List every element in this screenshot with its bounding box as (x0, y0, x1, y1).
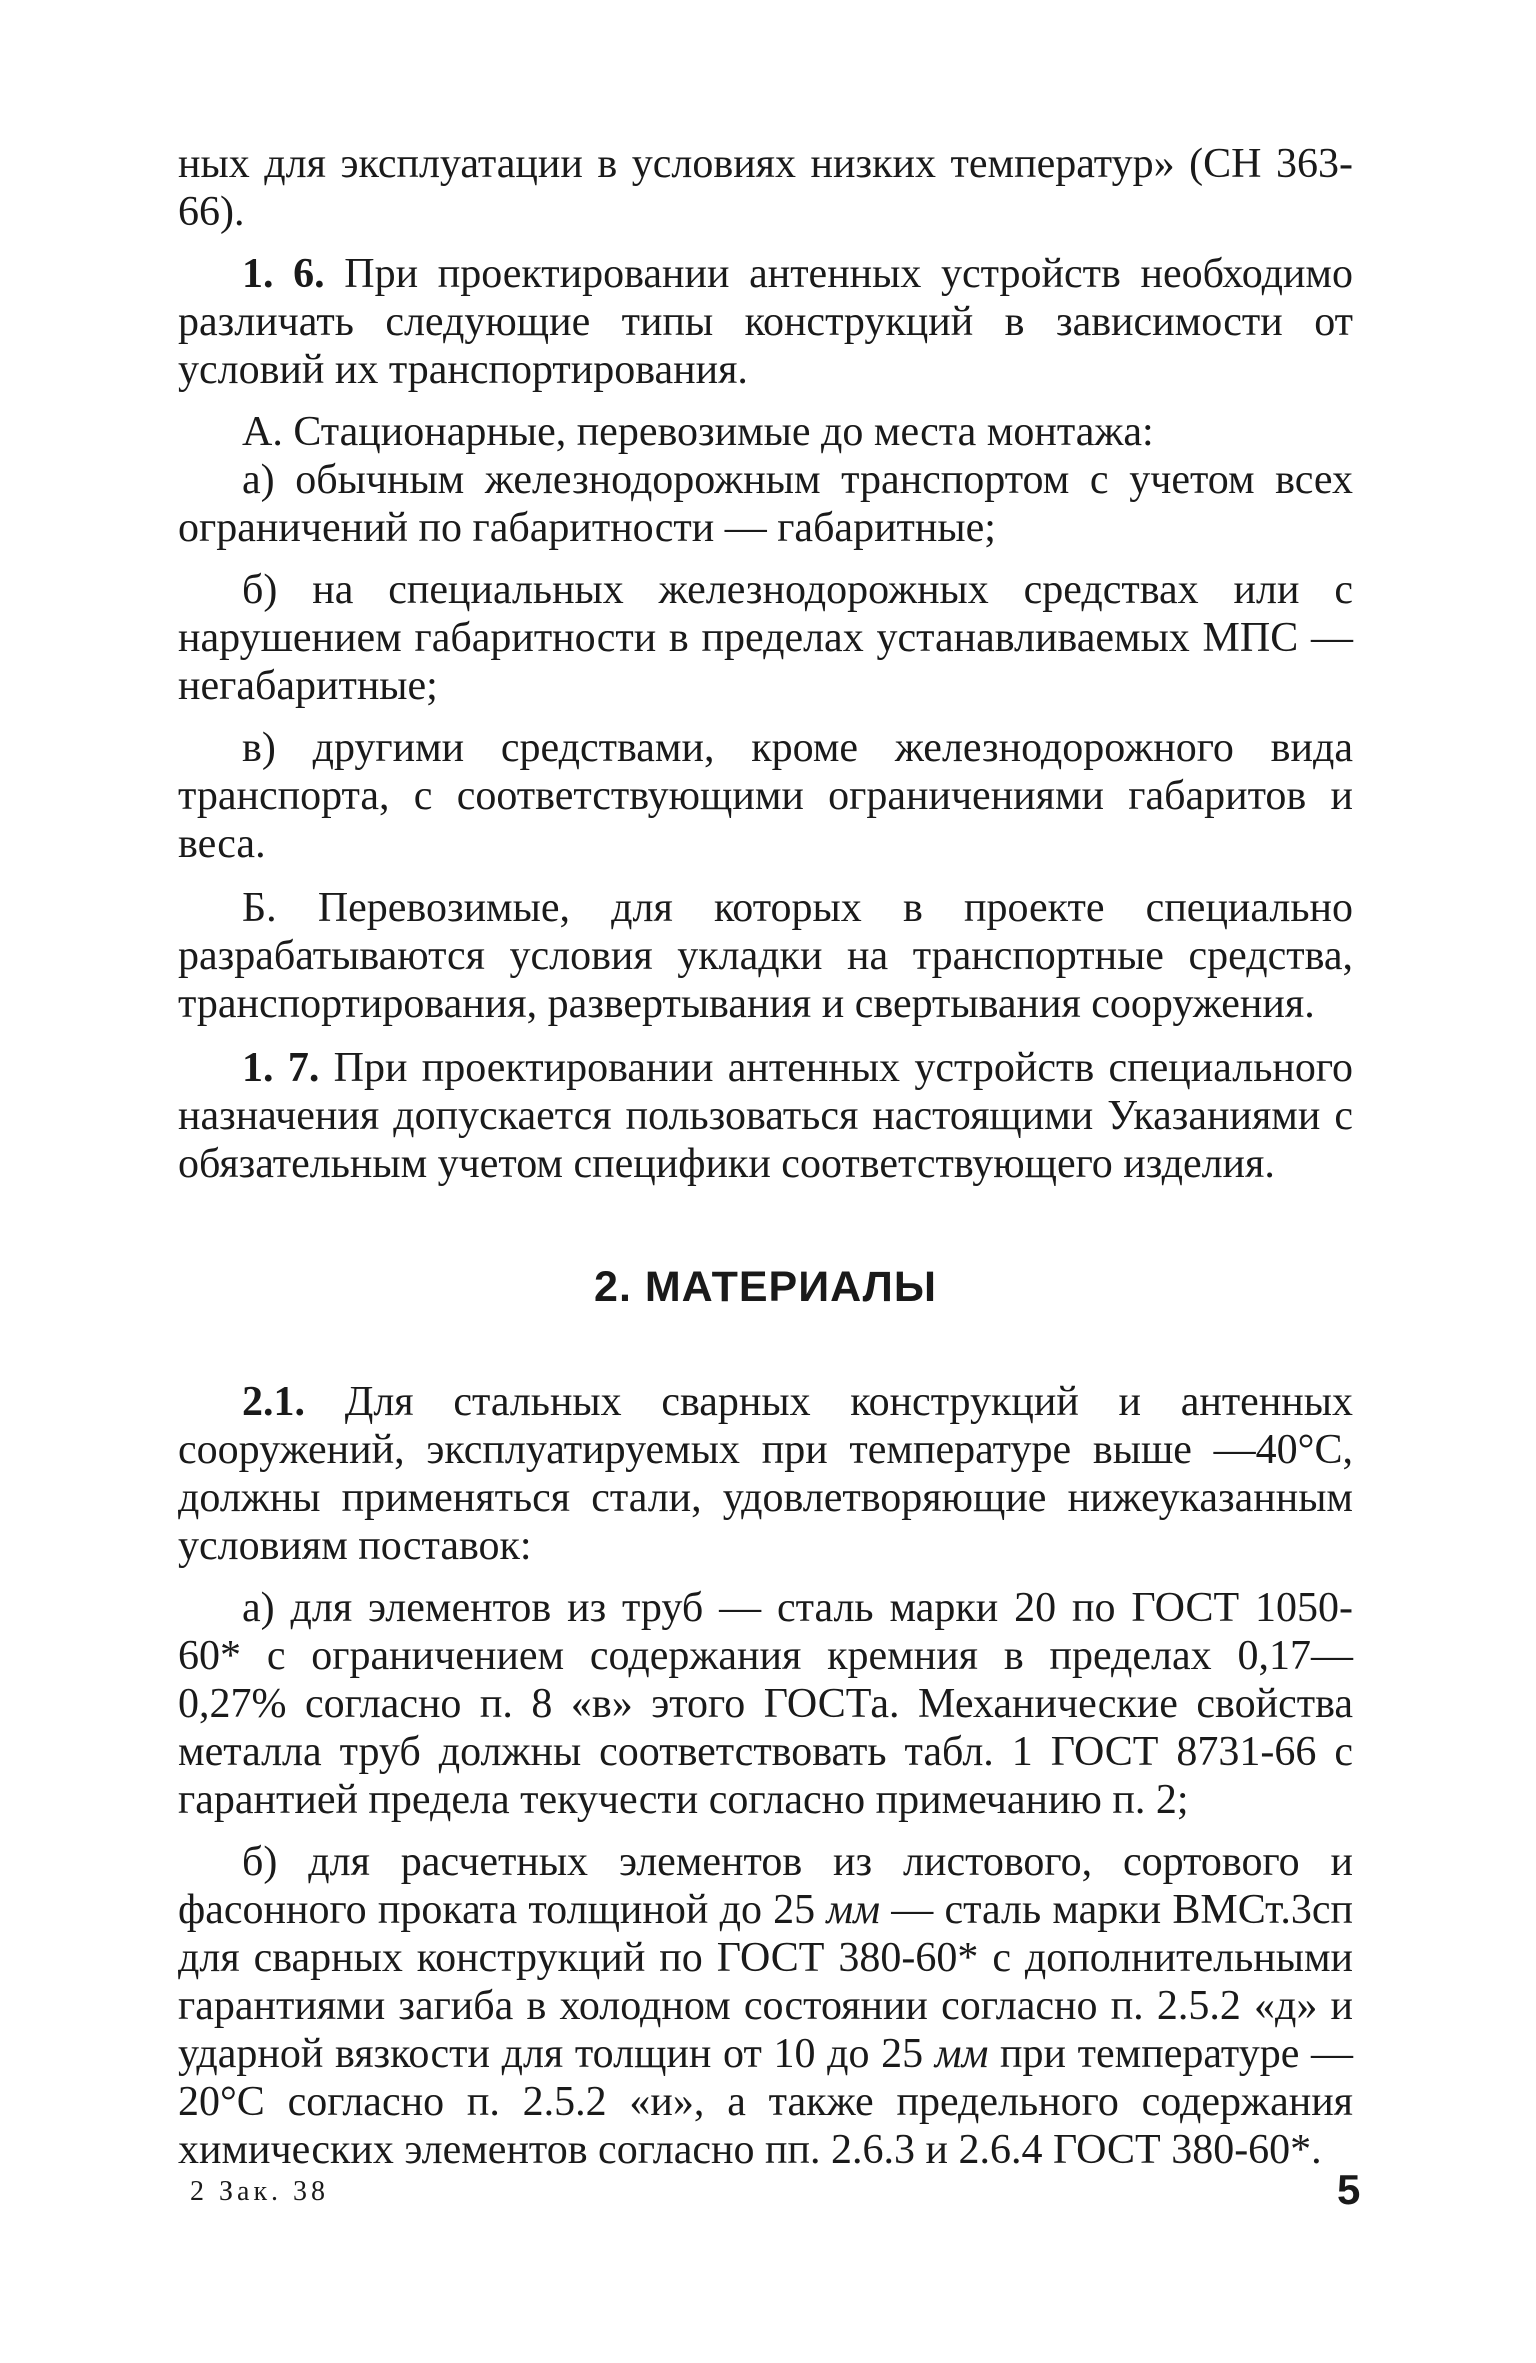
page-body (178, 140, 1353, 2174)
paragraph-2-1 (178, 1378, 1353, 1570)
clause-number: 1. 7. (242, 1045, 320, 1091)
paragraph-1-6 (178, 250, 1353, 394)
item-a-pipes: а) для элементов из труб — сталь марки 20 по ГОСТ 1050-60* с ограничением содержания кремния в пределах 0,17—0,27% согласно п. 8 «в» этого ГОСТа. Механические свойства металла труб должны соответствовать табл. 1 ГОСТ 8731-66 с гарантией предела текучести согласно примечанию п. 2; (178, 1585, 1353, 1823)
item-v-other: в) другими средствами, кроме железнодорожного вида транспорта, с соответствующими ограничениями габаритов и веса. (178, 725, 1353, 867)
clause-text: Для стальных сварных конструкций и антенных сооружений, эксплуатируемых при температуре выше —40°С, должны применяться стали, удовлетворяющие нижеуказанным условиям поставок: (178, 1379, 1353, 1569)
printer-signature: 2 Зак. 38 (190, 2176, 330, 2207)
item-b-oversize: б) на специальных железнодорожных средствах или с нарушением габаритности в пределах устанавливаемых МПС — негабаритные; (178, 567, 1353, 709)
unit-mm: мм (934, 2031, 989, 2077)
paragraph-continuation: ных для эксплуатации в условиях низких температур» (СН 363-66). (178, 141, 1353, 235)
paragraph-1-7 (178, 1044, 1353, 1188)
item-a-stationary: А. Стационарные, перевозимые до места монтажа: (242, 409, 1154, 455)
section-heading: 2. МАТЕРИАЛЫ (594, 1263, 937, 1311)
unit-mm: мм (826, 1887, 881, 1933)
item-a-gauge: а) обычным железнодорожным транспортом с учетом всех ограничений по габаритности — габаритные; (178, 457, 1353, 551)
clause-text: При проектировании антенных устройств специального назначения допускается пользоваться настоящими Указаниями с обязательным учетом специфики соответствующего изделия. (178, 1045, 1354, 1187)
clause-number: 2.1. (242, 1379, 305, 1425)
clause-number: 1. 6. (242, 251, 325, 297)
text-run: — сталь марки ВМСт.3сп для сварных конструкций по ГОСТ 380-60* с дополнительными гарантиями загиба в холодном состоянии согласно п. 2.5.2 «д» и ударной вязкости для толщин от 10 до 25 (178, 1887, 1353, 2077)
text-run: б) для расчетных элементов из листового, сортового и фасонного проката толщиной до 25 (178, 1839, 1353, 1933)
item-b-transportable: Б. Перевозимые, для которых в проекте специально разрабатываются условия укладки на транспортные средства, транспортирования, развертывания и свертывания сооружения. (178, 885, 1353, 1027)
clause-text: При проектировании антенных устройств необходимо различать следующие типы конструкций в зависимости от условий их транспортирования. (178, 251, 1353, 393)
text-run: при температуре —20°С согласно п. 2.5.2 «и», а также предельного содержания химических элементов согласно пп. 2.6.3 и 2.6.4 ГОСТ 380-60*. (178, 2031, 1353, 2173)
page-number: 5 (1337, 2166, 1361, 2213)
item-b-rolled-steel (178, 1838, 1353, 2174)
